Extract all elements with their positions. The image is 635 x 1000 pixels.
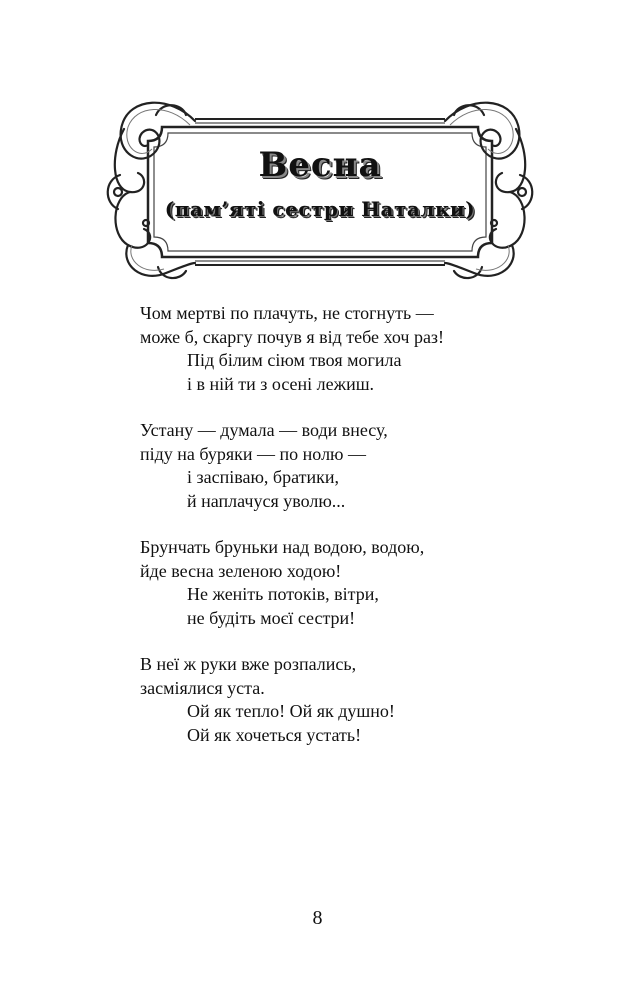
stanza-3 <box>140 536 520 630</box>
poem-line: Ой як тепло! Ой як душно! <box>187 701 395 721</box>
poem-line: засміялися уста. <box>140 677 265 698</box>
title-ornament-frame <box>100 85 540 290</box>
poem-line: і заспіваю, братики, <box>187 467 339 487</box>
stanza-2 <box>140 419 520 513</box>
poem-line: Під білим сіюм твоя могила <box>187 350 402 370</box>
poem-line: і в ній ти з осені лежиш. <box>187 373 375 394</box>
poem-line: Не женіть потоків, вітри, <box>187 584 379 604</box>
poem-body <box>140 302 520 770</box>
poem-line: В неї ж руки вже розпались, <box>140 654 357 674</box>
stanza-1 <box>140 302 520 396</box>
poem-title: Весна <box>258 145 382 185</box>
poem-line: Чом мертві по плачуть, не стогнуть — <box>140 303 434 323</box>
poem-line: Ой як хочеться устать! <box>187 724 362 745</box>
poem-line: піду на буряки — по нолю — <box>140 443 367 464</box>
poem-line: Брунчать бруньки над водою, водою, <box>140 537 425 557</box>
poem-line: йде весна зеленою ходою! <box>140 560 342 581</box>
poem-line: й наплачуся уволю... <box>187 490 346 511</box>
page-number: 8 <box>312 907 323 929</box>
poem-dedication: (пам’яті сестри Наталки) <box>164 197 476 221</box>
stanza-4 <box>140 653 520 747</box>
poem-line: Устану — думала — води внесу, <box>140 420 388 440</box>
poem-line: не будіть моєї сестри! <box>187 607 356 628</box>
ornament-frame-icon <box>100 85 540 290</box>
poem-line: може б, скаргу почув я від тебе хоч раз! <box>140 326 445 347</box>
